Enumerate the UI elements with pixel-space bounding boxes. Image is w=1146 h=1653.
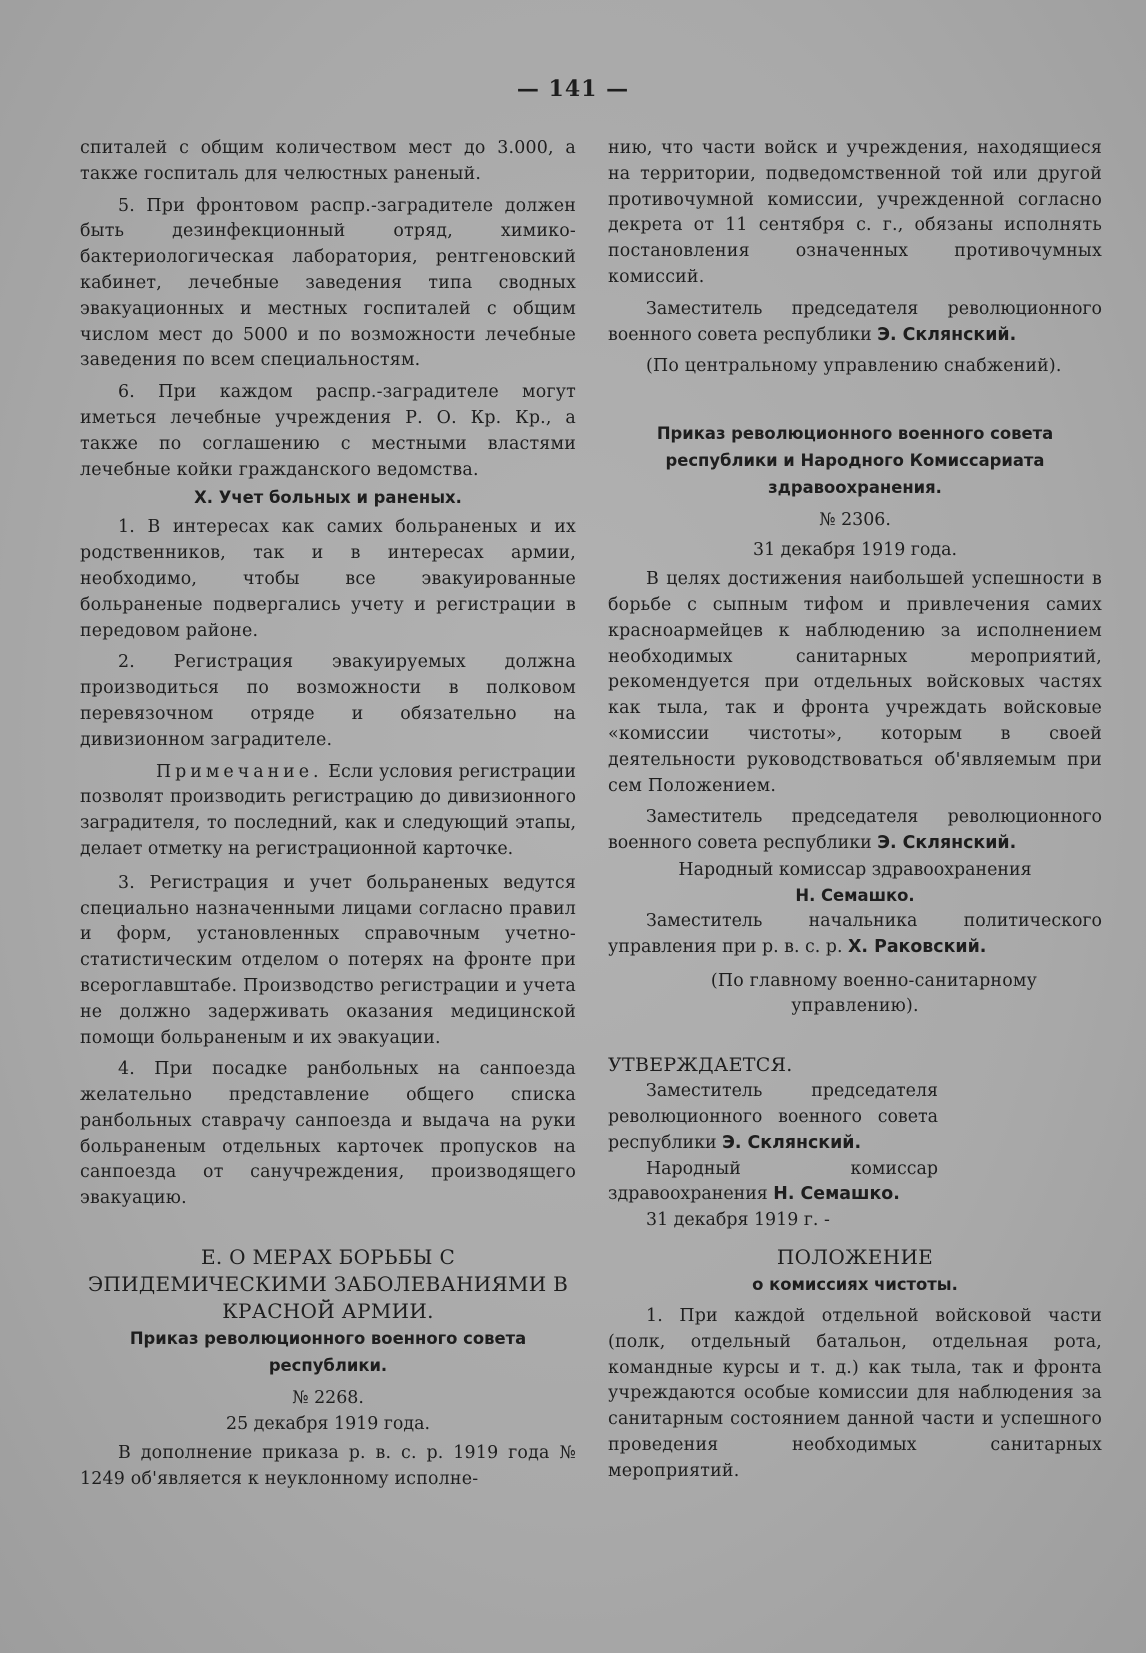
order-2306-title: Приказ революционного военного совета республики и Народного Комиссариата здравоохранения. <box>656 424 1054 498</box>
approved-signature-sklyansky <box>608 1079 938 1156</box>
order-2268-text: В дополнение приказа р. в. с. р. 1919 года № 1249 об'является к неуклонному исполне- <box>80 1443 576 1489</box>
signature-role: Народный комиссар здравоохранения <box>608 1158 938 1205</box>
approved-label: УТВЕРЖДАЕТСЯ. <box>608 1054 793 1077</box>
order-2306-date: 31 декабря 1919 года. <box>753 540 957 561</box>
signature-sklyansky-2 <box>608 805 1102 857</box>
approved-signature-semashko <box>608 1157 938 1209</box>
regulation-subtitle: о комиссиях чистоты. <box>752 1274 958 1294</box>
signature-semashko-name: Н. Семашко. <box>795 885 915 905</box>
distribution-note-2: (По главному военно-санитарному управлению). <box>710 970 1038 1017</box>
page-number: — 141 — <box>516 76 630 102</box>
paragraph-x-1: 1. В интересах как самих больраненых и их родственников, так и в интересах армии, необходимо, чтобы все эвакуированные больраненые подвергались учету и регистрации в передовом районе. <box>80 517 576 641</box>
order-2268-title: Приказ революционного военного совета республики. <box>129 1329 527 1376</box>
right-column <box>608 136 1102 1490</box>
paragraph-x-4: 4. При посадке ранбольных на санпоезда желательно представление общего списка ранбольных ставрачу санпоезда и выдача на руки больраненым отдельных карточек пропусков на санпоезда от санучреждения, производящего эвакуацию. <box>80 1059 576 1209</box>
signature-name: Х. Раковский. <box>848 936 987 957</box>
signature-rakovsky <box>608 909 1102 961</box>
note-paragraph <box>80 760 576 863</box>
note-text: Если условия регистрации позволят производить регистрацию до дивизионного заградителя, то последний, как и следующий этапы, делает отметку на регистрационной карточке. <box>80 761 576 859</box>
signature-name: Э. Склянский. <box>877 833 1017 854</box>
paragraph-x-2: 2. Регистрация эвакуируемых должна производиться по возможности в полковом перевязочном отряде и обязательно на дивизионном заградителе. <box>80 652 576 750</box>
signature-role: Заместитель председателя революционного военного совета республики <box>608 1081 938 1153</box>
signature-sklyansky-1 <box>608 297 1102 349</box>
order-2306-text: В целях достижения наибольшей успешности в борьбе с сыпным тифом и привлечения самих красноармейцев к наблюдению за исполнением необходимых санитарных мероприятий, рекомендуется при отдельных войсковых частях как тыла, так и фронта учреждать войсковые «комиссии чистоты», которым в своей деятельности руководствоваться об'являемым при сем Положением. <box>608 569 1102 796</box>
paragraph-item-6: 6. При каждом распр.-заградителе могут иметься лечебные учреждения Р. О. Кр. Кр., а также по соглашению с местными властями лечебные койки гражданского ведомства. <box>80 382 576 480</box>
order-2268-date: 25 декабря 1919 года. <box>226 1414 430 1435</box>
signature-semashko-role: Народный комиссар здравоохранения <box>678 859 1032 880</box>
left-column <box>80 136 576 1499</box>
distribution-note-1: (По центральному управлению снабжений). <box>646 356 1062 377</box>
signature-role: Заместитель председателя революционного военного совета республики <box>608 298 1102 345</box>
paragraph-item-5: 5. При фронтовом распр.-заградителе должен быть дезинфекционный отряд, химико-бактериологическая лаборатория, рентгеновский кабинет, лечебные заведения типа сводных эвакуационных и местных госпиталей с общим числом мест до 5000 и по возможности лечебные заведения по всем специальностям. <box>80 195 576 371</box>
approval-block <box>608 1052 938 1234</box>
regulation-item-1: 1. При каждой отдельной войсковой части (полк, отдельный батальон, отдельная рота, командные курсы и т. д.) как тыла, так и фронта учреждаются особые комиссии для наблюдения за санитарным состоянием данной части и успешного проведения необходимых санитарных мероприятий. <box>608 1305 1102 1481</box>
signature-name: Э. Склянский. <box>877 324 1017 345</box>
paragraph-continuation-right: нию, что части войск и учреждения, находящиеся на территории, подведомственной той или другой противочумной комиссии, учрежденной согласно декрета от 11 сентября с. г., обязаны исполнять постановления означенных противочумных комиссий. <box>608 138 1102 287</box>
paragraph-continuation: спиталей с общим количеством мест до 3.000, а также госпиталь для челюстных раненый. <box>80 138 576 184</box>
section-heading-x: X. Учет больных и раненых. <box>194 488 462 508</box>
signature-role: Заместитель начальника политического управления при р. в. с. р. <box>608 910 1102 957</box>
order-2268-number: № 2268. <box>292 1388 364 1409</box>
regulation-title: ПОЛОЖЕНИЕ <box>776 1244 934 1269</box>
signature-role: Заместитель председателя революционного военного совета республики <box>608 807 1102 854</box>
signature-name: Э. Склянский. <box>722 1132 862 1153</box>
approved-date: 31 декабря 1919 г. - <box>646 1210 830 1231</box>
order-2306-number: № 2306. <box>819 510 891 531</box>
paragraph-x-3: 3. Регистрация и учет больраненых ведутся специально назначенными лицами согласно правил и форм, установленных справочным учетно-статистическим отделом о потерях на фронте при всероглавштабе. Производство регистрации и учета не должно задерживать оказания медицинской помощи больраненым и их эвакуации. <box>80 872 576 1048</box>
signature-name: Н. Семашко. <box>773 1184 900 1205</box>
section-e-heading: Е. О МЕРАХ БОРЬБЫ С ЭПИДЕМИЧЕСКИМИ ЗАБОЛЕВАНИЯМИ В КРАСНОЙ АРМИИ. <box>87 1245 569 1324</box>
note-label: Примечание. <box>156 761 323 782</box>
